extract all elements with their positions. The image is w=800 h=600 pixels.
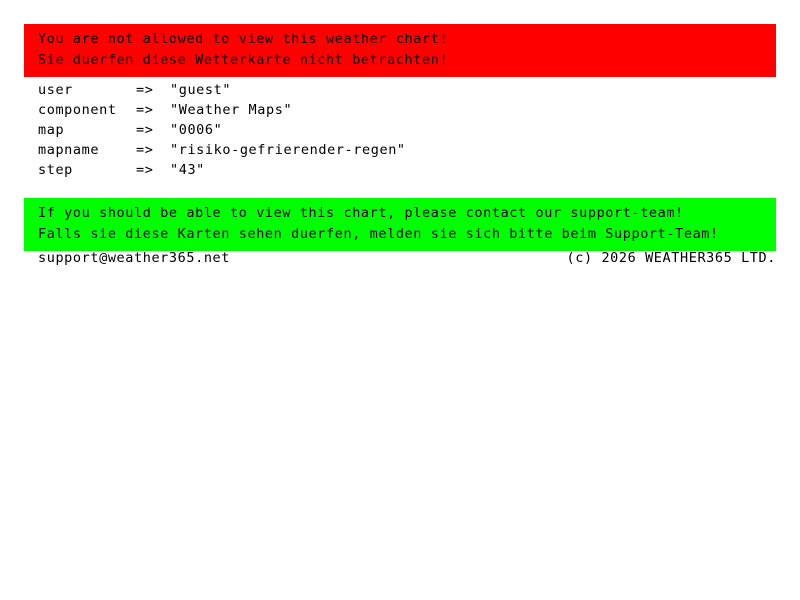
support-info-banner (24, 198, 776, 251)
parameter-arrow: => (136, 142, 154, 158)
parameter-row-mapname (38, 140, 778, 160)
support-banner-line-de: Falls sie diese Karten sehen duerfen, melden sie sich bitte beim Support-Team! (38, 226, 719, 242)
copyright-notice: (c) 2026 WEATHER365 LTD. (566, 250, 776, 266)
parameter-key: map (38, 122, 65, 138)
request-parameters-list (38, 80, 778, 180)
parameter-arrow: => (136, 82, 154, 98)
parameter-value: "43" (170, 162, 205, 178)
parameter-value: "guest" (170, 82, 232, 98)
parameter-row-component (38, 100, 778, 120)
parameter-arrow: => (136, 122, 154, 138)
error-banner-line-de: Sie duerfen diese Wetterkarte nicht betrachten! (38, 52, 449, 68)
error-banner (24, 24, 776, 77)
support-banner-line-en: If you should be able to view this chart, please contact our support-team! (38, 205, 684, 221)
parameter-row-step (38, 160, 778, 180)
parameter-row-map (38, 120, 778, 140)
page-footer (38, 250, 776, 266)
parameter-key: component (38, 102, 117, 118)
parameter-key: user (38, 82, 73, 98)
parameter-key: step (38, 162, 73, 178)
parameter-value: "risiko-gefrierender-regen" (170, 142, 406, 158)
support-email-link[interactable]: support@weather365.net (38, 250, 231, 266)
parameter-row-user (38, 80, 778, 100)
parameter-arrow: => (136, 162, 154, 178)
parameter-key: mapname (38, 142, 100, 158)
parameter-arrow: => (136, 102, 154, 118)
error-banner-line-en: You are not allowed to view this weather chart! (38, 31, 449, 47)
parameter-value: "0006" (170, 122, 223, 138)
parameter-value: "Weather Maps" (170, 102, 293, 118)
